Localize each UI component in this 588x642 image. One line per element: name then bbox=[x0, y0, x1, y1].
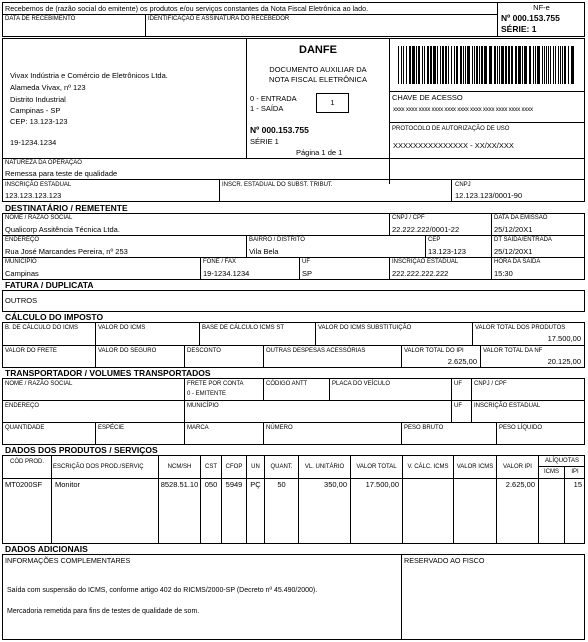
transp-marca-label: MARCA bbox=[187, 425, 209, 431]
danfe-sub1: DOCUMENTO AUXILIAR DA bbox=[269, 65, 367, 74]
canhoto-serie: SÉRIE: 1 bbox=[501, 24, 537, 34]
iest-label: INSCR. ESTADUAL DO SUBST. TRIBUT. bbox=[222, 182, 333, 188]
danfe-sub2: NOTA FISCAL ELETRÔNICA bbox=[269, 75, 367, 84]
row-ncm: 8528.51.10 bbox=[160, 480, 199, 489]
dest-bairro-label: BAIRRO / DISTRITO bbox=[249, 237, 305, 243]
col-vtotal: VALOR TOTAL bbox=[356, 464, 397, 470]
emitente-razao: Vivax Indústria e Comércio de Eletrônicos Ltda. bbox=[10, 71, 168, 80]
dest-emissao: 25/12/20X1 bbox=[494, 225, 533, 234]
v-prod-label: VALOR TOTAL DOS PRODUTOS bbox=[475, 325, 566, 331]
row-vipi: 2.625,00 bbox=[505, 480, 535, 489]
transp-frete-label: FRETE POR CONTA bbox=[187, 381, 244, 387]
col-cst: CST bbox=[205, 464, 217, 470]
dest-uf: SP bbox=[302, 269, 313, 278]
transp-municipio-label: MUNICÍPIO bbox=[187, 403, 219, 409]
bc-st-label: BASE DE CÁLCULO ICMS ST bbox=[202, 325, 285, 331]
dest-hora: 15:30 bbox=[494, 269, 513, 278]
transp-frete-valor: 0 - EMITENTE bbox=[187, 391, 227, 397]
transp-block bbox=[2, 378, 585, 445]
tipo-operacao-box: 1 bbox=[316, 93, 349, 113]
col-quant: QUANT. bbox=[270, 464, 293, 470]
transp-qtd-label: QUANTIDADE bbox=[5, 425, 45, 431]
transp-uf-label: UF bbox=[454, 381, 462, 387]
chave-label: CHAVE DE ACESSO bbox=[392, 93, 463, 102]
dest-hora-label: HORA DA SAÍDA bbox=[494, 259, 541, 265]
frete-label: VALOR DO FRETE bbox=[5, 348, 57, 354]
row-cst: 050 bbox=[204, 480, 218, 489]
transp-uf2-label: UF bbox=[454, 403, 462, 409]
dest-municipio-label: MUNICÍPIO bbox=[5, 259, 37, 265]
transp-peso-liq-label: PESO LÍQUIDO bbox=[499, 425, 543, 431]
dest-endereco-label: ENDEREÇO bbox=[5, 237, 40, 243]
row-un: PÇ bbox=[250, 480, 261, 489]
dest-ie-label: INSCRIÇÃO ESTADUAL bbox=[392, 259, 459, 265]
dest-uf-label: UF bbox=[302, 259, 310, 265]
info-linha2: Mercadoria remetida para fins de testes de qualidade de som. bbox=[7, 608, 200, 615]
v-icms-label: VALOR DO ICMS bbox=[98, 325, 146, 331]
adicionais-section-title: DADOS ADICIONAIS bbox=[5, 544, 88, 554]
col-aliquotas: ALÍQUOTAS bbox=[545, 458, 579, 464]
row-quant: 50 bbox=[277, 480, 286, 489]
col-aliq-ipi: IPI bbox=[571, 469, 579, 475]
fisco-label: RESERVADO AO FISCO bbox=[404, 556, 485, 565]
dest-saida-label: DT SAÍDA/ENTRADA bbox=[494, 237, 552, 243]
danfe-entrada: 0 - ENTRADA bbox=[250, 94, 297, 103]
fatura-valor: OUTROS bbox=[5, 296, 38, 305]
col-vunit: VL. UNITÁRIO bbox=[304, 464, 345, 470]
transp-nome-label: NOME / RAZÃO SOCIAL bbox=[5, 381, 73, 387]
col-vicms: VALOR ICMS bbox=[456, 464, 494, 470]
transp-antt-label: CÓDIGO ANTT bbox=[266, 381, 308, 387]
seguro-label: VALOR DO SEGURO bbox=[98, 348, 157, 354]
desconto-label: DESCONTO bbox=[187, 348, 221, 354]
ie-valor: 123.123.123.123 bbox=[5, 191, 62, 200]
transp-placa-label: PLACA DO VEÍCULO bbox=[332, 381, 391, 387]
dest-cnpj-label: CNPJ / CPF bbox=[392, 215, 425, 221]
protocolo-valor: XXXXXXXXXXXXXXX - XX/XX/XXX bbox=[393, 141, 514, 150]
dest-fone: 19-1234.1234 bbox=[203, 269, 250, 278]
cnpj-label: CNPJ bbox=[455, 182, 471, 188]
barcode-image bbox=[398, 46, 576, 84]
dest-emissao-label: DATA DA EMISSÃO bbox=[494, 215, 548, 221]
v-prod-valor: 17.500,00 bbox=[547, 334, 581, 343]
dest-section-title: DESTINATÁRIO / REMETENTE bbox=[5, 203, 128, 213]
dest-fone-label: FONE / FAX bbox=[203, 259, 237, 265]
emitente-bairro: Distrito Industrial bbox=[10, 95, 66, 104]
dest-ie: 222.222.222.222 bbox=[392, 269, 449, 278]
danfe-title: DANFE bbox=[299, 44, 337, 56]
col-cfop: CFOP bbox=[225, 464, 243, 470]
cnpj-valor: 12.123.123/0001-90 bbox=[455, 191, 523, 200]
col-ncm: NCM/SH bbox=[167, 464, 192, 470]
natureza-valor: Remessa para teste de qualidade bbox=[5, 169, 118, 178]
imposto-section-title: CÁLCULO DO IMPOSTO bbox=[5, 312, 104, 322]
col-cod: CÓD PROD. bbox=[9, 459, 44, 465]
danfe-pagina: Página 1 de 1 bbox=[296, 148, 343, 157]
row-cod: MT0200SF bbox=[5, 480, 43, 489]
col-bc: V. CÁLC. ICMS bbox=[407, 464, 449, 470]
outras-label: OUTRAS DESPESAS ACESSÓRIAS bbox=[266, 348, 366, 354]
row-vunit: 350,00 bbox=[324, 480, 347, 489]
transp-especie-label: ESPÉCIE bbox=[98, 425, 125, 431]
ipi-total-valor: 2.625,00 bbox=[447, 357, 477, 366]
transp-numero-label: NÚMERO bbox=[266, 425, 293, 431]
emitente-cep: CEP: 13.123-123 bbox=[10, 117, 68, 126]
danfe-serie: SÉRIE 1 bbox=[250, 137, 279, 146]
dest-cep-label: CEP bbox=[428, 237, 441, 243]
emitente-endereco: Alameda Vivax, nº 123 bbox=[10, 83, 86, 92]
transp-ie-label: INSCRIÇÃO ESTADUAL bbox=[474, 403, 541, 409]
canhoto-recebemos: Recebemos de (razão social do emitente) os produtos e/ou serviços constantes da Nota Fiscal Eletrônica ao lado. bbox=[5, 4, 369, 13]
dest-endereco: Rua José Marcandes Pereira, nº 253 bbox=[5, 247, 128, 256]
identificacao-label: IDENTIFICAÇÃO E ASSINATURA DO RECEBEDOR bbox=[148, 16, 290, 22]
dest-nome-label: NOME / RAZÃO SOCIAL bbox=[5, 215, 73, 221]
emitente-cidade: Campinas - SP bbox=[10, 106, 61, 115]
ie-label: INSCRIÇÃO ESTADUAL bbox=[5, 182, 72, 188]
dest-nome: Qualicorp Assitência Técnica Ltda. bbox=[5, 225, 120, 234]
info-label: INFORMAÇÕES COMPLEMENTARES bbox=[5, 556, 131, 565]
ipi-total-label: VALOR TOTAL DO IPI bbox=[404, 348, 464, 354]
produtos-section-title: DADOS DOS PRODUTOS / SERVIÇOS bbox=[5, 445, 158, 455]
bc-icms-label: B. DE CÁLCULO DO ICMS bbox=[5, 325, 79, 331]
v-st-label: VALOR DO ICMS SUBSTITUIÇÃO bbox=[318, 325, 412, 331]
dest-bairro: Vila Bela bbox=[249, 247, 279, 256]
row-desc: Monitor bbox=[55, 480, 81, 489]
canhoto-numero: Nº 000.153.755 bbox=[501, 13, 560, 23]
info-linha1: Saída com suspensão do ICMS, conforme artigo 402 do RICMS/2000-SP (Decreto nº 45.490/2000). bbox=[7, 587, 318, 594]
dest-saida: 25/12/20X1 bbox=[494, 247, 533, 256]
transp-cnpj-label: CNPJ / CPF bbox=[474, 381, 507, 387]
danfe-numero: Nº 000.153.755 bbox=[250, 125, 309, 135]
col-desc: ESCRIÇÃO DOS PROD./SERVIÇ bbox=[53, 464, 144, 470]
nota-total-label: VALOR TOTAL DA NF bbox=[483, 348, 543, 354]
protocolo-label: PROTOCOLO DE AUTORIZAÇÃO DE USO bbox=[392, 126, 510, 132]
adicionais-block bbox=[2, 554, 585, 640]
fatura-block bbox=[2, 290, 585, 312]
danfe-saida: 1 - SAÍDA bbox=[250, 104, 284, 113]
chave-valor: xxxx xxxx xxxx xxxx xxxx xxxx xxxx xxxx xxxx xxxx xxxx bbox=[393, 106, 533, 113]
col-vipi: VALOR IPI bbox=[503, 464, 532, 470]
col-un: UN bbox=[251, 464, 260, 470]
natureza-label: NATUREZA DA OPERAÇÃO bbox=[5, 160, 82, 166]
dest-municipio: Campinas bbox=[5, 269, 39, 278]
transp-section-title: TRANSPORTADOR / VOLUMES TRANSPORTADOS bbox=[5, 368, 211, 378]
dest-cep: 13.123-123 bbox=[428, 247, 466, 256]
row-aipi: 15 bbox=[573, 480, 582, 489]
canhoto-nfe-label: NF-e bbox=[533, 3, 550, 12]
row-cfop: 5949 bbox=[225, 480, 243, 489]
data-recebimento-label: DATA DE RECEBIMENTO bbox=[5, 16, 76, 22]
dest-cnpj: 22.222.222/0001-22 bbox=[392, 225, 460, 234]
emitente-fone: 19-1234.1234 bbox=[10, 138, 57, 147]
col-aliq-icms: ICMS bbox=[544, 469, 559, 475]
row-vtotal: 17.500,00 bbox=[365, 480, 399, 489]
transp-endereco-label: ENDEREÇO bbox=[5, 403, 40, 409]
nota-total-valor: 20.125,00 bbox=[547, 357, 581, 366]
fatura-section-title: FATURA / DUPLICATA bbox=[5, 280, 94, 290]
transp-peso-bruto-label: PESO BRUTO bbox=[404, 425, 444, 431]
